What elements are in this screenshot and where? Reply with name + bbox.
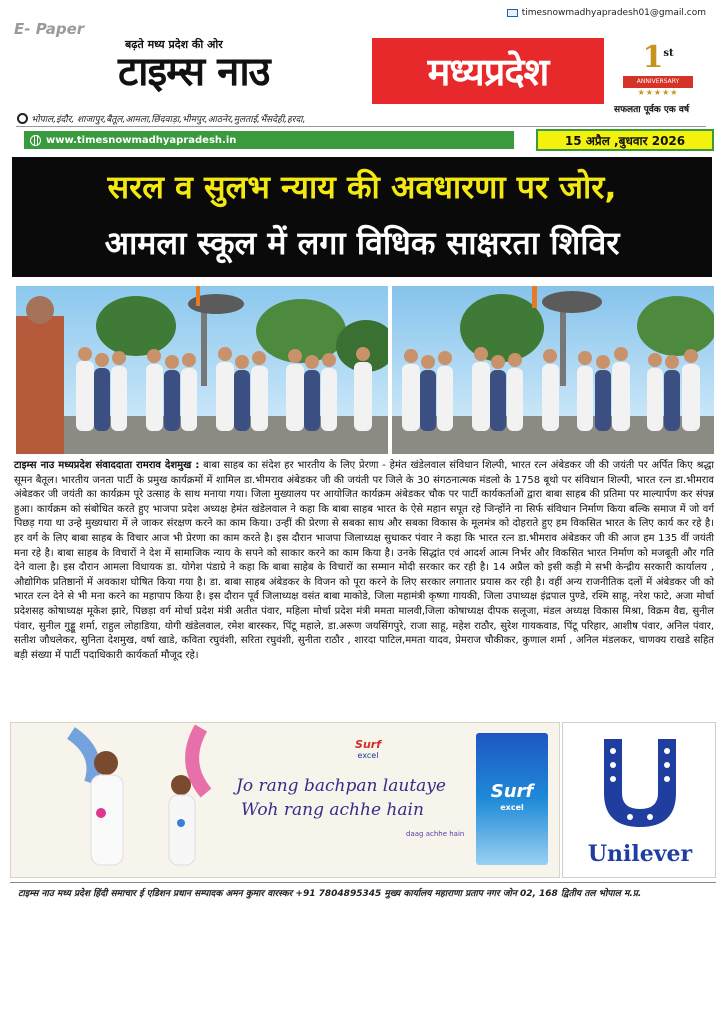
issue-date: 15 अप्रैल ,बुधवार 2026 [536, 129, 714, 151]
article-byline: टाइम्स नाउ मध्यप्रदेश संवाददाता रामराव देशमुख : [14, 460, 200, 471]
website-link[interactable]: www.timesnowmadhyapradesh.in [46, 134, 237, 146]
website-bar[interactable] [24, 131, 514, 149]
masthead-logo-black: टाइम्स नाउ [118, 49, 270, 95]
ad-slogan-line-3: daag achhe hain [406, 830, 465, 838]
email-text: timesnowmadhyapradesh01@gmail.com [521, 8, 706, 18]
surf-logo: Surf excel [355, 738, 381, 760]
unilever-ad[interactable] [562, 722, 716, 878]
headline-line-1: सरल व सुलभ न्याय की अवधारणा पर जोर, [107, 168, 617, 206]
unilever-wordmark: Unilever [587, 841, 693, 867]
article-text: बाबा साहब का संदेश हर भारतीय के लिए प्रेरणा - हेमंत खंडेलवाल संविधान शिल्पी, भारत रत्न अंबेडकर जी की जयंती पर अर्पित किए श्रद्धा सूमन बैतूल। भारतीय जनता पार्टी के प्रमुख कार्यक्रमों में शामिल डा.भीमराव अंबेडकर जी की जयंती पर जिले के 30 संगठनात्मक मंडलो के 1758 बूथो पर संविधान शिल्पी, भारत रत्न डा.भीमराव अंबेडकर जी जयंती का कार्यक्रम पूरे उत्साह के साथ मनाया गया। जिला मुख्यालय पर आयोजित कार्यक्रम अंबेडकर चौक पर पार्टी कार्यकर्ताओं द्वारा बाबा साहब की प्रतिमा पर माल्यार्पण कर संपन्न हुआ। कार्यक्रम को संबोधित करते हुए भाजपा प्रदेश अध्यक्ष हेमंत खंडेलवाल ने कहा कि बाबा साहब भारत के ऐसे महान सपूत रहे जिन्होंने ना सिर्फ संविधान निर्माण किया बल्कि समाज में जो वर्ग पिछड़ गया था उन्हे मुख्यधारा में ले जाकर संरक्षण करने का काम किया। उन्हीं की प्रेरणा से सबका साथ और सबका विकास के मूलमंत्र को दोहराते हुए हम विकसित भारत के लिए कार्य कर रहे है। हर वर्ग के लिए बाबा साहब के विचार आज भी प्रेरणा का काम करते है। इस दौरान भाजपा जिलाध्यक्ष सुधाकर पंवार ने कहा कि भारत रत्न डा.भीमराव अंबेडकर जी की आज हम 135 वीं जयंती मना रहे है। बाबा साहब के विचारों ने देश में सामाजिक न्याय के सपने को साकार करने का काम किया है। उनके सिद्धांत एवं आदर्श आत्म निर्भर और विकसित भारत निर्माण को मजबूती और गति देने वाला है। इस दौरान आमला विधायक डा. योगेश पंडाग्रे ने कहा कि बाबा साहेब के विचारों का सम्मान मोदी सरकार कर रही है। 14 अप्रैल को इसी कड़ी मे सभी केन्द्रीय सरकारी कार्यालय , औद्योगिक प्रतिष्ठानों में अवकाश घोषित किया गया है। डा. बाबा साहब अंबेडकर के विजन को पूरा करने के लिए सरकार लगातार प्रयास कर रही है। वहीं अन्य राजनीतिक दलों में अंबेडकर जी को भारत रत्न देने से भी मना करने का महापाप किया है। इस दौरान पूर्व जिलाध्यक्ष वसंत बाबा माकोडे, जिला महामंत्री कृष्णा गायकी, जिला उपाध्यक्ष इंद्रपाल पुण्डे, रश्मि साहू, नरेश फाटे, अजा मोर्चा प्रदेशसह कोषाध्यक्ष मूकेश झारे, पिछड़ा वर्ग मोर्चा प्रदेश मंत्री अतीत पंवार, महिला मोर्चा प्रदेश मंत्री ममता मालवी,जिला कोषाध्यक्ष दीपक सलूजा, मंडल अध्यक्ष विकास मिश्रा, विक्रम वैद्य, सुनील पंवार, सुनील गुड्डू शर्मा, राहुल लोहाडिया, योगी खंडेलवाल, रमेश बारस्कर, पिंटू महाले, डा.अरूण जयसिंगपुरे, राजा साहू, महेश राठौर, सुरेश गायकवाड, पिंटू परिहार, आशीष पंवार, अनिल पंवार, सतीश जौधलेकर, सुनिता देशमुख, वर्षा खाडे, कविता रघुवंशी, सरिता रघुवंशी, सुनीता राठौर , शारदा पाटिल,ममता यादव, प्रेमराज चौकीकर, कुणाल शर्मा , अनिल मंडलकर, चाणक्य राखडे सहित बड़ी संख्या में पार्टी पदाधिकारी कार्यकर्ता मौजूद रहे। [14, 460, 715, 661]
ad-illustration [31, 723, 251, 878]
header-divider [16, 126, 706, 127]
headline-banner [12, 157, 712, 277]
ad-slogan-line-1: Jo rang bachpan lautaye [236, 776, 446, 796]
masthead-logo-red: मध्यप्रदेश [372, 38, 604, 104]
anniversary-text: सफलता पूर्वक एक वर्ष [614, 105, 690, 115]
envelope-icon [507, 9, 518, 17]
epaper-label: E- Paper [14, 20, 85, 38]
surf-pack-image: Surf excel [476, 733, 548, 865]
anniversary-badge [618, 38, 698, 102]
news-photo-right [392, 286, 714, 454]
headline-line-2: आमला स्कूल में लगा विधिक साक्षरता शिविर [104, 224, 620, 262]
article-body [14, 459, 714, 663]
anniversary-ribbon: ANNIVERSARY [623, 76, 693, 88]
location-pin-icon [16, 113, 25, 124]
globe-icon [30, 135, 41, 146]
anniversary-number: 1st [642, 40, 674, 75]
city-list [16, 112, 305, 125]
ad-slogan-line-2: Woh rang achhe hain [241, 800, 424, 820]
unilever-logo-icon [590, 733, 690, 833]
footer-divider [10, 882, 716, 883]
stars-icon: ★★★★★ [637, 88, 679, 97]
footer-imprint: टाइम्स नाउ मध्य प्रदेश हिंदी समाचार ई एडिशन प्रधान सम्पादक अमन कुमार वारस्कर +91 7804895345 मुख्य कार्यालय महाराणा प्रताप नगर जोन 02, 168 द्वितीय तल भोपाल म.प्र. [18, 889, 642, 899]
news-photo-left [16, 286, 388, 454]
email-contact[interactable] [507, 8, 706, 18]
city-list-text: भोपाल,इंदौर, शाजापुर,बैतूल,आमला,छिंदवाड़ा,भीमपुर,आठनेर,मुलताई,भैंसदेही,हरदा, [31, 115, 306, 125]
surf-excel-ad[interactable] [10, 722, 560, 878]
masthead-tagline: बढ़ते मध्य प्रदेश की ओर [125, 38, 223, 51]
